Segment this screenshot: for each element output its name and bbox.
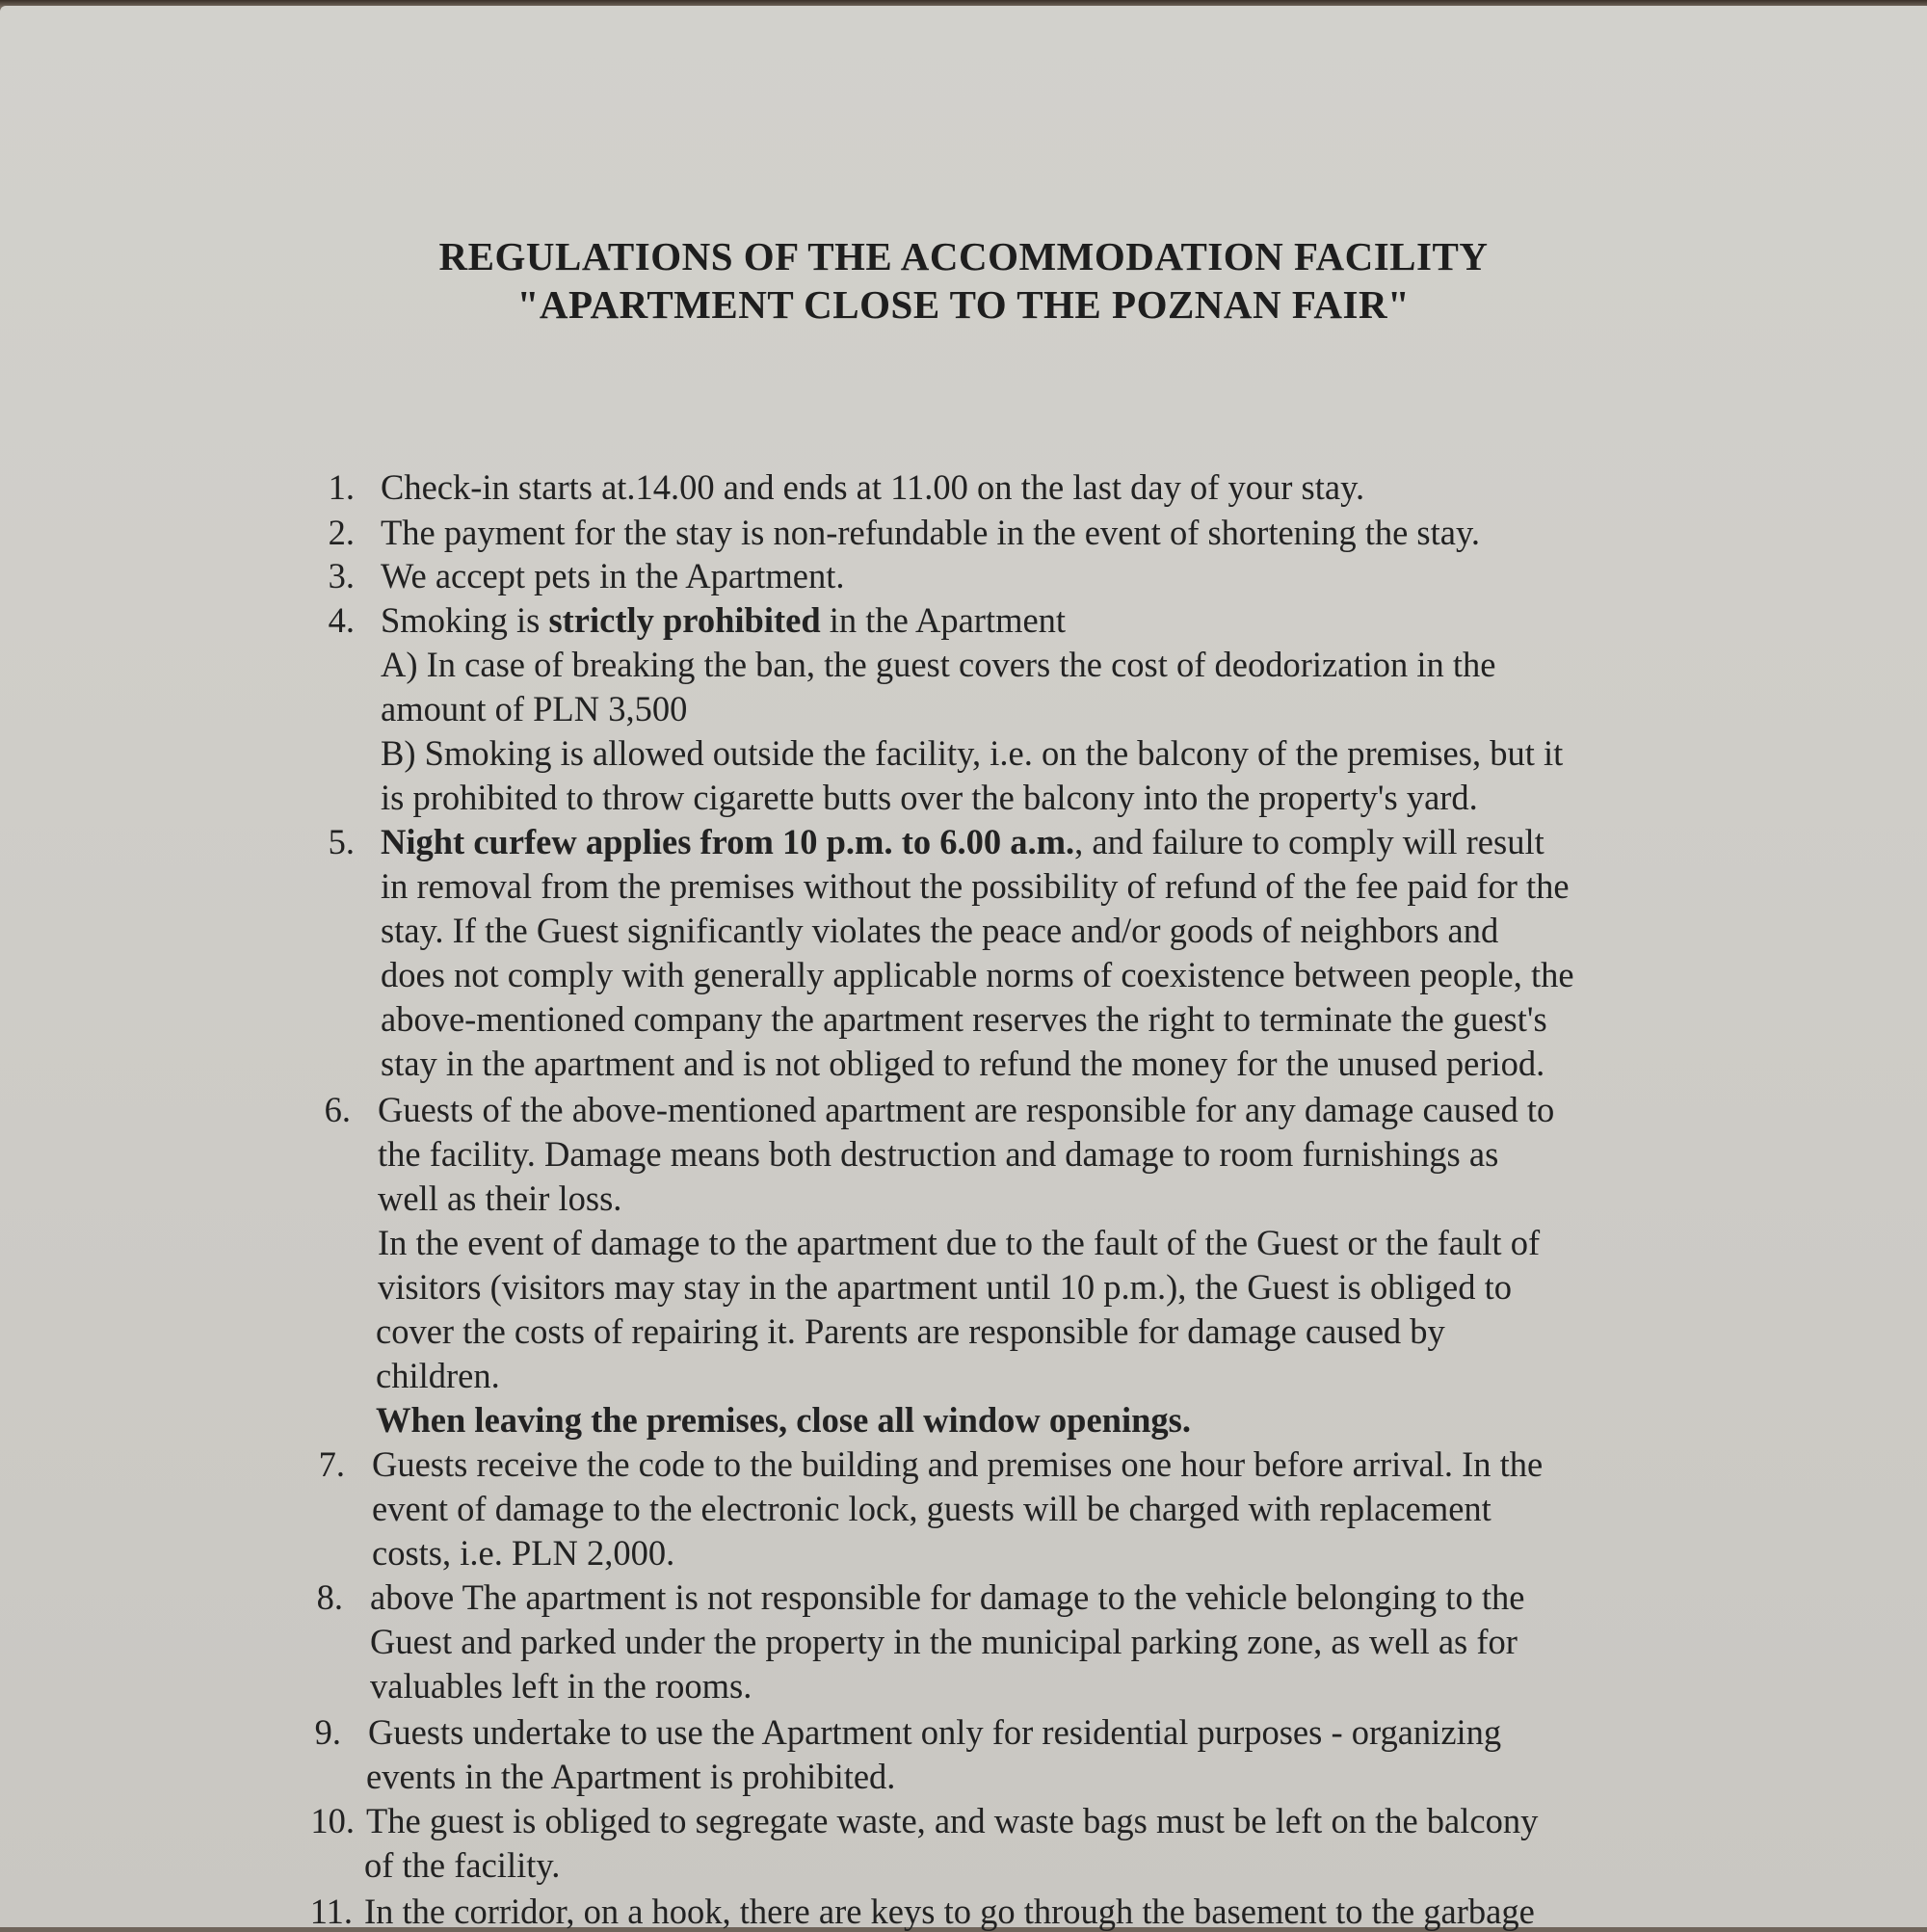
- rule-text-line: above-mentioned company the apartment reserves the right to terminate the guest's: [381, 999, 1547, 1039]
- rule-text-line: Guests of the above-mentioned apartment are responsible for any damage caused to: [378, 1090, 1555, 1129]
- rule-number: 6.: [324, 1090, 351, 1129]
- document-title-line-1: REGULATIONS OF THE ACCOMMODATION FACILITY: [438, 234, 1489, 278]
- rule-text-line: A) In case of breaking the ban, the guest covers the cost of deodorization in the: [381, 645, 1496, 684]
- rule-text-line: amount of PLN 3,500: [381, 689, 688, 728]
- rule-text-line: children.: [376, 1356, 500, 1395]
- rule-text-line: B) Smoking is allowed outside the facility, i.e. on the balcony of the premises, but it: [381, 733, 1564, 773]
- rule-text-line: The payment for the stay is non-refundable in the event of shortening the stay.: [381, 513, 1480, 552]
- rule-text-line: cover the costs of repairing it. Parents are responsible for damage caused by: [376, 1311, 1445, 1351]
- rule-text-line: valuables left in the rooms.: [370, 1666, 752, 1706]
- rule-number: 8.: [316, 1577, 343, 1617]
- rule-text-line: Check-in starts at.14.00 and ends at 11.00 on the last day of your stay.: [381, 467, 1365, 507]
- rule-number: 7.: [318, 1444, 345, 1484]
- rule-text-emphasis: strictly prohibited: [548, 600, 821, 640]
- rule-text-segment: Smoking is: [381, 600, 549, 640]
- rule-text-line: the facility. Damage means both destruction and damage to room furnishings as: [378, 1134, 1499, 1174]
- rule-text-line: Guest and parked under the property in the municipal parking zone, as well as for: [370, 1622, 1518, 1661]
- rule-text-line: Guests undertake to use the Apartment only for residential purposes - organizing: [368, 1712, 1502, 1752]
- rule-text-line: We accept pets in the Apartment.: [381, 556, 845, 595]
- rule-number: 1.: [328, 467, 355, 507]
- rule-text-line: well as their loss.: [378, 1178, 622, 1218]
- rule-text-line: stay. If the Guest significantly violates the peace and/or goods of neighbors and: [381, 911, 1499, 950]
- rule-text-line: in removal from the premises without the possibility of refund of the fee paid for the: [381, 866, 1570, 906]
- rule-text-line: stay in the apartment and is not obliged to refund the money for the unused period.: [381, 1044, 1545, 1083]
- rule-number: 11.: [309, 1892, 353, 1931]
- rule-text-line: above The apartment is not responsible for damage to the vehicle belonging to the: [370, 1577, 1525, 1617]
- rule-text-line: costs, i.e. PLN 2,000.: [372, 1533, 675, 1573]
- rule-text-line: In the event of damage to the apartment due to the fault of the Guest or the fault of: [378, 1223, 1541, 1262]
- rule-text-segment: in the Apartment: [820, 600, 1067, 640]
- rule-number: 10.: [310, 1801, 355, 1840]
- rule-text-line: visitors (visitors may stay in the apartment until 10 p.m.), the Guest is obliged to: [378, 1267, 1512, 1307]
- rule-number: 9.: [314, 1712, 341, 1752]
- rule-number: 5.: [328, 822, 355, 861]
- rule-number: 3.: [328, 556, 355, 595]
- rule-text-line: is prohibited to throw cigarette butts over the balcony into the property's yard.: [381, 778, 1478, 817]
- rule-text-line: [381, 599, 1066, 641]
- rule-text-line: The guest is obliged to segregate waste, and waste bags must be left on the balcony: [366, 1801, 1539, 1840]
- rule-text-line: In the corridor, on a hook, there are keys to go through the basement to the garbage: [364, 1892, 1535, 1931]
- rule-number: 2.: [328, 513, 355, 552]
- rule-text-line: of the facility.: [364, 1845, 561, 1885]
- rule-text-emphasis: When leaving the premises, close all window openings.: [376, 1400, 1191, 1440]
- rule-text-line: does not comply with generally applicable norms of coexistence between people, the: [381, 955, 1574, 994]
- document-title-line-2: "APARTMENT CLOSE TO THE POZNAN FAIR": [516, 282, 1411, 327]
- rule-text-line: events in the Apartment is prohibited.: [366, 1757, 896, 1796]
- rule-number: 4.: [328, 600, 355, 640]
- rule-text-line: Guests receive the code to the building and premises one hour before arrival. In the: [372, 1444, 1544, 1484]
- rule-text-line: [381, 821, 1544, 862]
- rule-text-line: event of damage to the electronic lock, guests will be charged with replacement: [372, 1489, 1491, 1528]
- rule-text-emphasis: Night curfew applies from 10 p.m. to 6.00 a.m.: [381, 822, 1075, 861]
- rule-text-segment: , and failure to comply will result: [1074, 822, 1544, 861]
